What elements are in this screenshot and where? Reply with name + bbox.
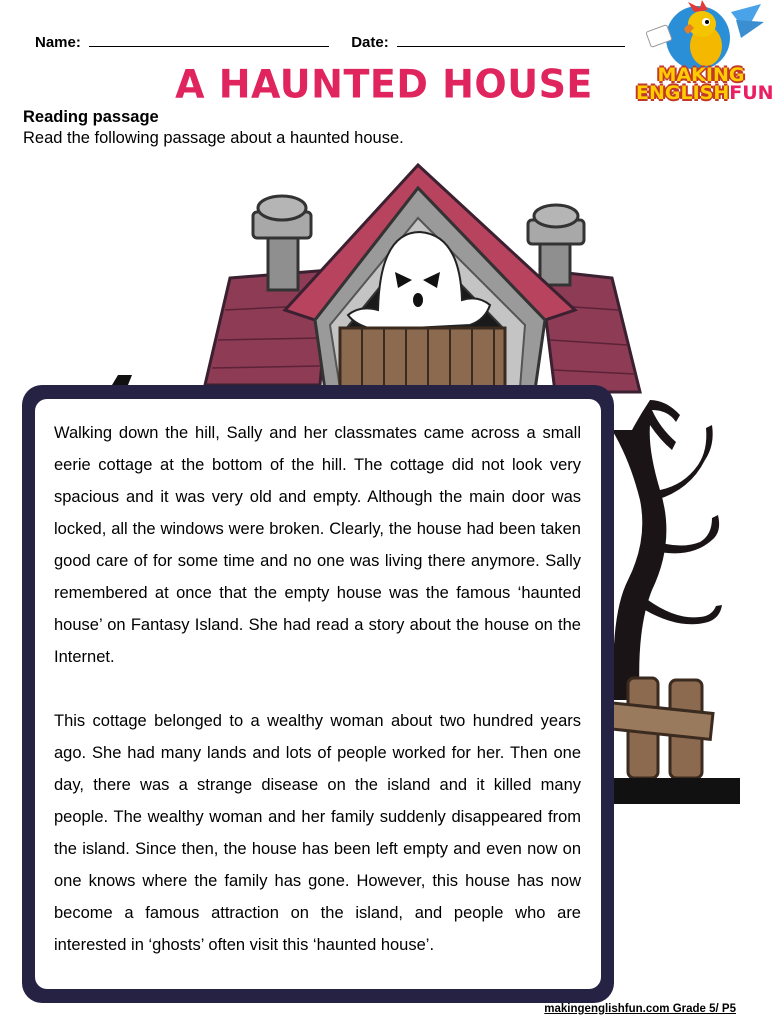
- logo-text-fun: FUN: [729, 82, 774, 104]
- logo-text-english: ENGLISH: [636, 82, 730, 104]
- section-heading: Reading passage: [23, 108, 159, 126]
- window-fence: [340, 328, 505, 390]
- name-field[interactable]: [89, 34, 329, 47]
- date-label: Date:: [351, 34, 389, 51]
- name-label: Name:: [35, 34, 81, 51]
- instructions-text: Read the following passage about a haunted house.: [23, 129, 404, 147]
- dead-tree-icon: [612, 400, 722, 700]
- date-field[interactable]: [397, 34, 625, 47]
- passage-paragraph-1: Walking down the hill, Sally and her classmates came across a small eerie cottage at the bottom of the hill. The cottage did not look very spacious and it was very old and empty. Although the main door was locked, all the windows were broken. Clearly, the house had been taken good care of for some time and no one was living there anymore. Sally remembered at once that the empty house was the famous ‘haunted house’ on Fantasy Island. She had read a story about the house on the Internet.: [54, 424, 581, 666]
- logo-text-making: MAKING: [657, 64, 745, 86]
- passage-text: [54, 417, 581, 993]
- passage-panel: [35, 399, 601, 989]
- footer-credit[interactable]: makingenglishfun.com Grade 5/ P5: [544, 1003, 736, 1015]
- page-title: A HAUNTED HOUSE: [175, 61, 593, 107]
- broken-fence-icon: [609, 678, 740, 804]
- passage-frame: [22, 385, 614, 1003]
- passage-paragraph-2: This cottage belonged to a wealthy woman about two hundred years ago. She had many lands and lots of people worked for her. Then one day, there was a strange disease on the island and it killed many people. The wealthy woman and her family suddenly disappeared from the island. Since then, the house has been left empty and even now on one knows where the family has gone. However, this house has now become a famous attraction on the island, and people who are interested in ‘ghosts’ often visit this ‘haunted house’.: [54, 712, 581, 954]
- roof-spike: [112, 375, 132, 385]
- header-row: [35, 34, 625, 51]
